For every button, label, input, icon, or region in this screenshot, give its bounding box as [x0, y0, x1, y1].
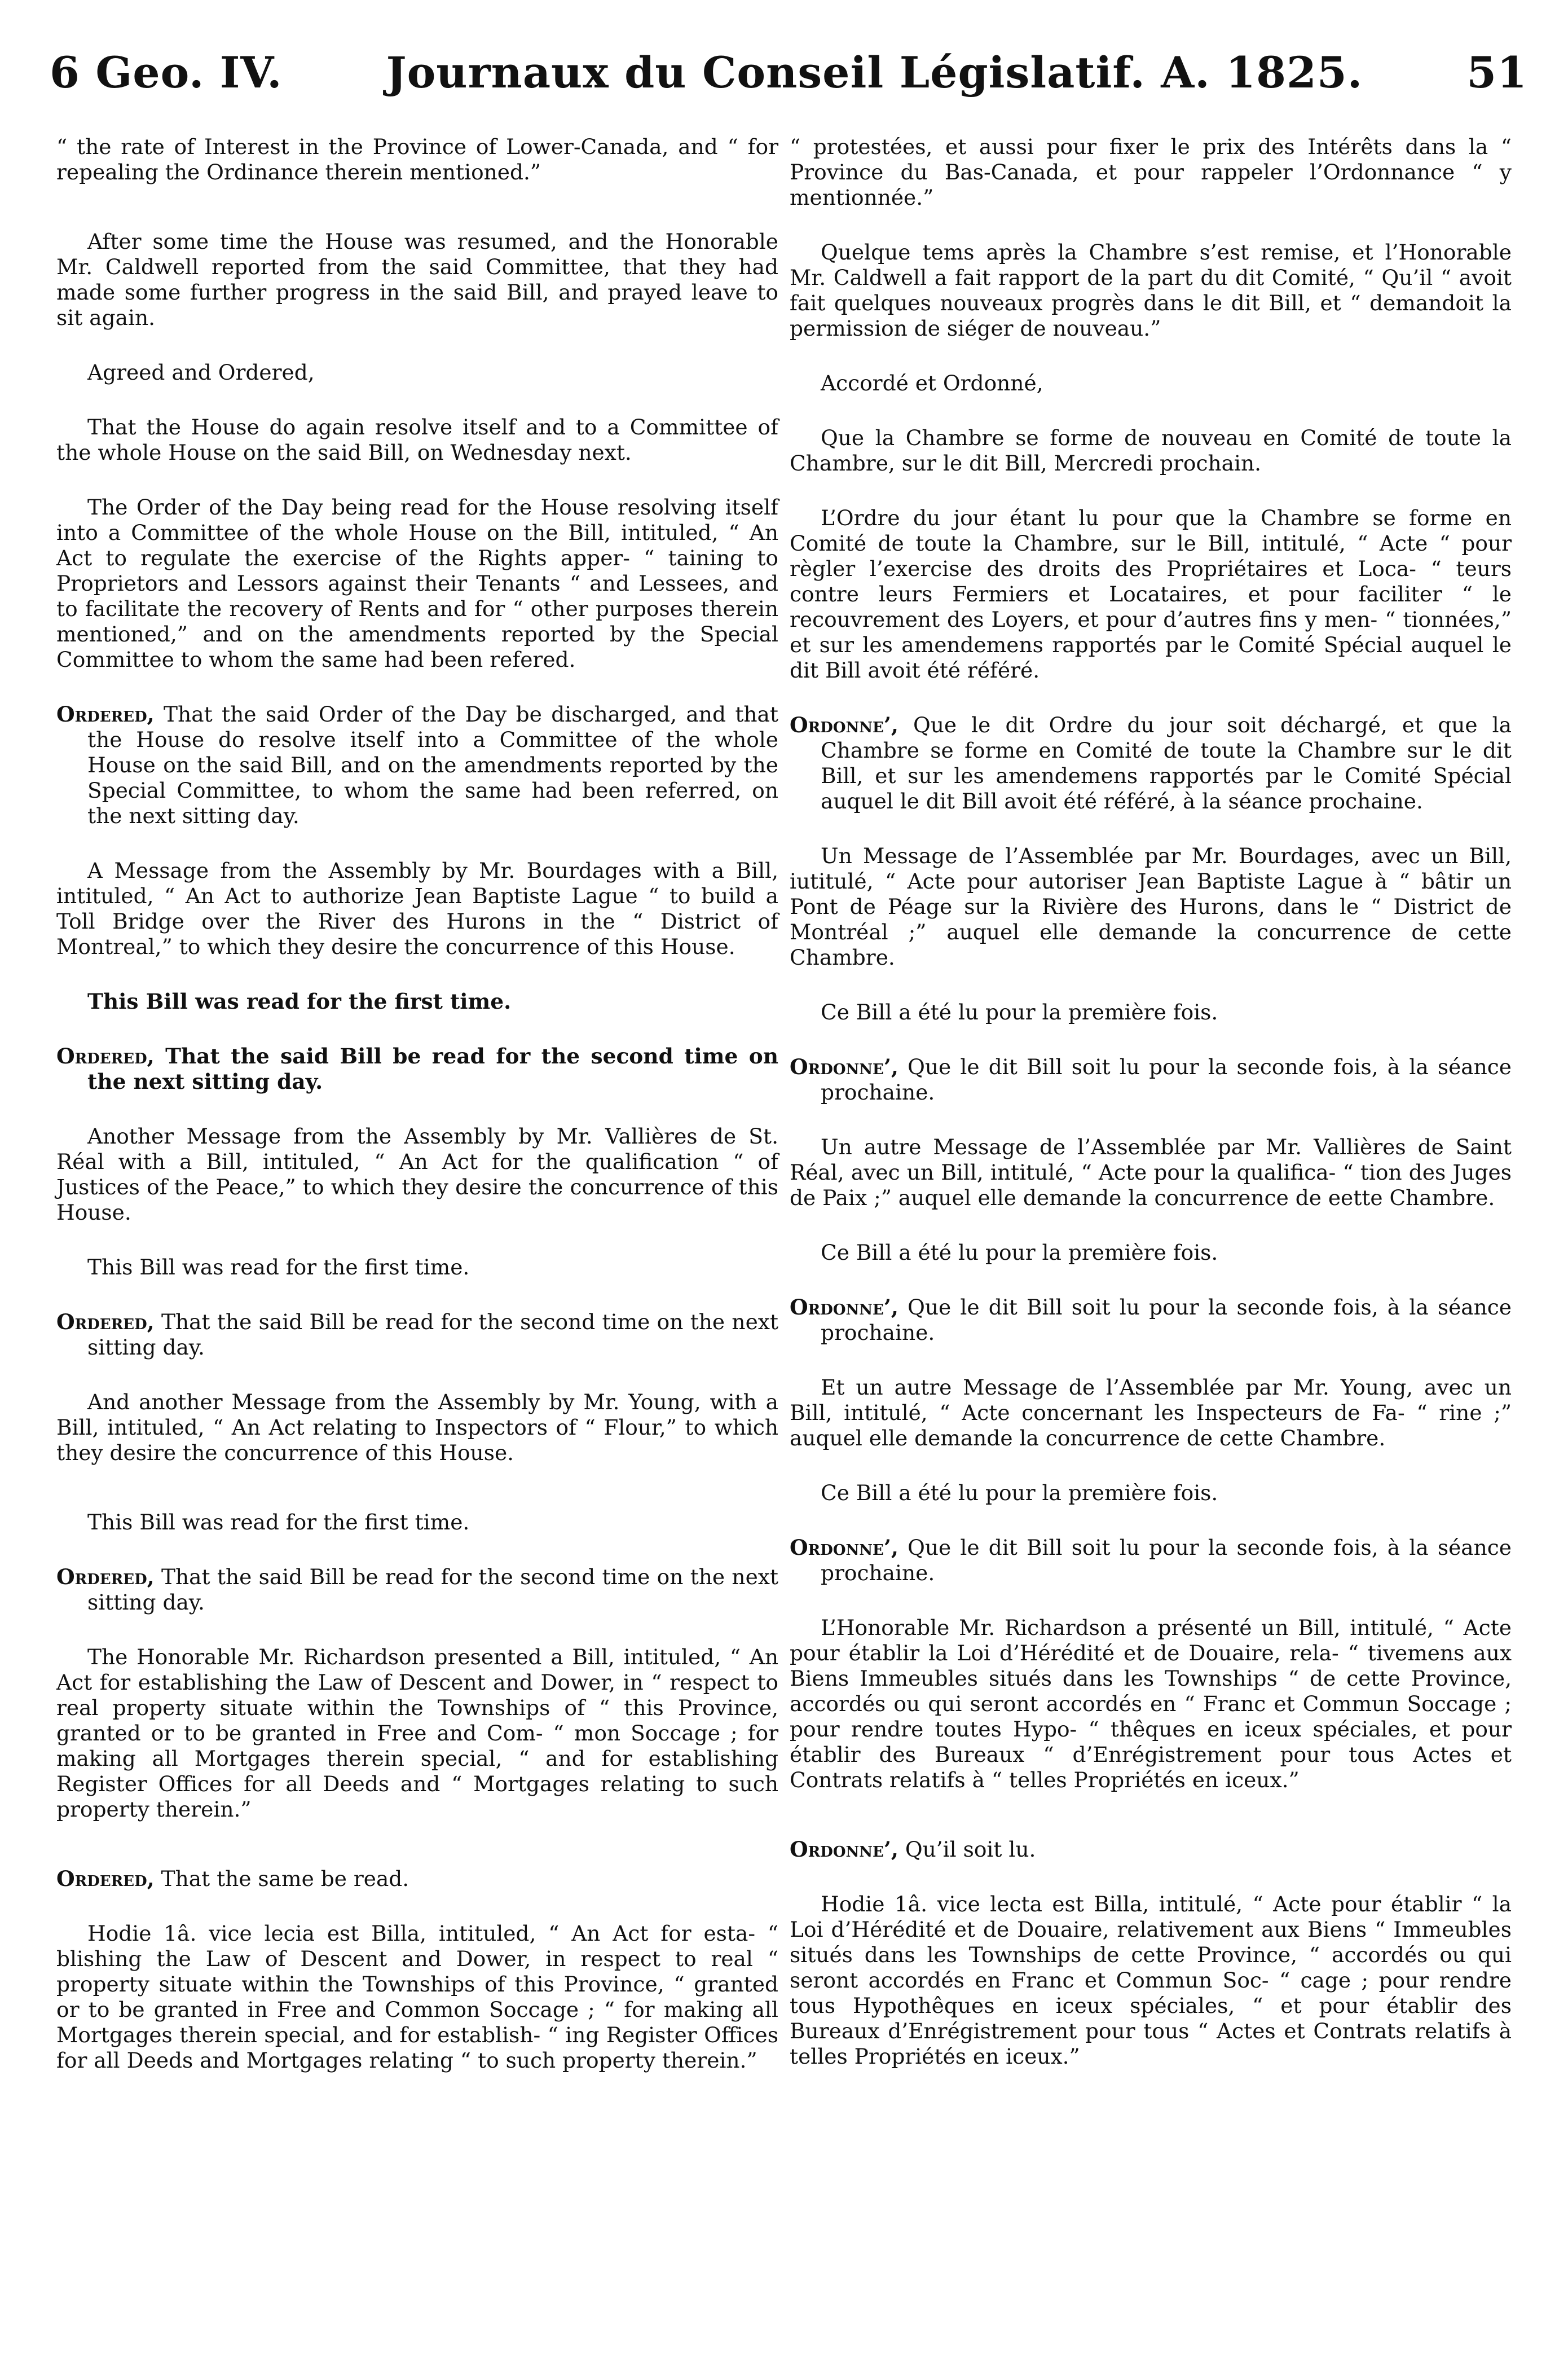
paragraph: Un Message de l’Assemblée par Mr. Bourdages, avec un Bill, iutitulé, “ Acte pour autoriser Jean Baptiste Lague à “ bâtir un Pont de Péage sur la Rivière des Hurons, dans le “ District de Montréal ;” auquel elle demande la concurrence de cette Chambre.	[790, 843, 1512, 970]
paragraph: Que la Chambre se forme de nouveau en Comité de toute la Chambre, sur le dit Bill, Mercredi prochain.	[790, 425, 1512, 476]
paragraph: Un autre Message de l’Assemblée par Mr. Vallières de Saint Réal, avec un Bill, intitulé, “ Acte pour la qualifica- “ tion des Juges de Paix ;” auquel elle demande la concurrence de eette Chambre.	[790, 1135, 1512, 1210]
paragraph: The Honorable Mr. Richardson presented a Bill, intituled, “ An Act for establishing the Law of Descent and Dower, in “ respect to real property situate within the Townships of “ this Province, granted or to be granted in Free and Com- “ mon Soccage ; for making all Mortgages therein special, “ and for establishing Register Offices for all Deeds and “ Mortgages relating to such property therein.”	[56, 1645, 778, 1822]
paragraph: Hodie 1â. vice lecta est Billa, intitulé, “ Acte pour établir “ la Loi d’Hérédité et de Douaire, relativement aux Biens “ Immeubles situés dans les Townships de cette Province, “ accordés ou qui seront accordés en Franc et Commun Soc- “ cage ; pour rendre tous Hypothêques en iceux spéciales, “ et pour établir des Bureaux d’Enrégistrement pour tous “ Actes et Contrats relatifs à telles Propriétés en iceux.”	[790, 1892, 1512, 2069]
order-paragraph: Ordonne’, Qu’il soit lu.	[790, 1837, 1036, 1862]
paragraph: Accordé et Ordonné,	[821, 371, 1043, 395]
first-reading: This Bill was read for the first time.	[87, 1255, 470, 1280]
first-reading: Ce Bill a été lu pour la première fois.	[821, 1240, 1218, 1265]
paragraph: Quelque tems après la Chambre s’est remise, et l’Honorable Mr. Caldwell a fait rapport de la part du dit Comité, “ Qu’il “ avoit fait quelques nouveaux progrès dans le dit Bill, et “ demandoit la permission de siéger de nouveau.”	[790, 240, 1512, 341]
order-paragraph: Ordered, That the same be read.	[56, 1866, 409, 1891]
paragraph: “ the rate of Interest in the Province of Lower-Canada, and “ for repealing the Ordinance therein mentioned.”	[56, 134, 778, 184]
order-paragraph: Ordonne’, Que le dit Ordre du jour soit déchargé, et que la Chambre se forme en Comité de toute la Chambre sur le dit Bill, et sur les amendemens rapportés par le Comité Spécial auquel le dit Bill avoit été référé, à la séance prochaine.	[790, 713, 1512, 814]
paragraph: The Order of the Day being read for the House resolving itself into a Committee of the whole House on the Bill, intituled, “ An Act to regulate the exercise of the Rights apper- “ taining to Proprietors and Lessors against their Tenants “ and Lessees, and to facilitate the recovery of Rents and for “ other purposes therein mentioned,” and on the amendments reported by the Special Committee to whom the same had been refered.	[56, 495, 778, 672]
paragraph: Agreed and Ordered,	[87, 360, 315, 385]
paragraph: And another Message from the Assembly by Mr. Young, with a Bill, intituled, “ An Act relating to Inspectors of “ Flour,” to which they desire the concurrence of this House.	[56, 1390, 778, 1465]
first-reading: Ce Bill a été lu pour la première fois.	[821, 1480, 1218, 1505]
paragraph: Hodie 1â. vice lecia est Billa, intituled, “ An Act for esta- “ blishing the Law of Descent and Dower, in respect to real “ property situate within the Townships of this Province, “ granted or to be granted in Free and Common Soccage ; “ for making all Mortgages therein special, and for establish- “ ing Register Offices for all Deeds and Mortgages relating “ to such property therein.”	[56, 1921, 778, 2073]
paragraph: Another Message from the Assembly by Mr. Vallières de St. Réal with a Bill, intituled, “ An Act for the qualification “ of Justices of the Peace,” to which they desire the concurrence of this House.	[56, 1124, 778, 1225]
order-paragraph: Ordered, That the said Bill be read for the second time on the next sitting day.	[56, 1564, 778, 1615]
journal-title: Journaux du Conseil Législatif. A. 1825.	[386, 47, 1363, 98]
order-paragraph: Ordonne’, Que le dit Bill soit lu pour la seconde fois, à la séance prochaine.	[790, 1535, 1512, 1585]
paragraph: “ protestées, et aussi pour fixer le prix des Intérêts dans la “ Province du Bas-Canada, et pour rappeler l’Ordonnance “ y mentionnée.”	[790, 134, 1512, 210]
paragraph: A Message from the Assembly by Mr. Bourdages with a Bill, intituled, “ An Act to authorize Jean Baptiste Lague “ to build a Toll Bridge over the River des Hurons in the “ District of Montreal,” to which they desire the concurrence of this House.	[56, 858, 778, 959]
order-paragraph: Ordonne’, Que le dit Bill soit lu pour la seconde fois, à la séance prochaine.	[790, 1054, 1512, 1105]
french-column	[790, 134, 1512, 2069]
paragraph: After some time the House was resumed, and the Honorable Mr. Caldwell reported from the said Committee, that they had made some further progress in the said Bill, and prayed leave to sit again.	[56, 229, 778, 330]
order-paragraph: Ordered, That the said Bill be read for the second time on the next sitting day.	[56, 1044, 778, 1094]
order-paragraph: Ordered, That the said Bill be read for the second time on the next sitting day.	[56, 1309, 778, 1360]
regnal-year: 6 Geo. IV.	[50, 47, 283, 98]
first-reading: Ce Bill a été lu pour la première fois.	[821, 1000, 1218, 1025]
order-paragraph: Ordered, That the said Order of the Day be discharged, and that the House do resolve itself into a Committee of the whole House on the said Bill, and on the amendments reported by the Special Committee, to whom the same had been referred, on the next sitting day.	[56, 702, 778, 828]
english-column	[56, 134, 778, 2073]
order-paragraph: Ordonne’, Que le dit Bill soit lu pour la seconde fois, à la séance prochaine.	[790, 1295, 1512, 1345]
paragraph: Et un autre Message de l’Assemblée par Mr. Young, avec un Bill, intitulé, “ Acte concernant les Inspecteurs de Fa- “ rine ;” auquel elle demande la concurrence de cette Chambre.	[790, 1375, 1512, 1450]
page-header	[50, 47, 1527, 109]
paragraph: That the House do again resolve itself and to a Committee of the whole House on the said Bill, on Wednesday next.	[56, 415, 778, 465]
paragraph: L’Honorable Mr. Richardson a présenté un Bill, intitulé, “ Acte pour établir la Loi d’Hérédité et de Douaire, rela- “ tivemens aux Biens Immeubles situés dans les Townships “ de cette Province, accordés ou qui seront accordés en “ Franc et Commun Soccage ; pour rendre toutes Hypo- “ thêques en iceux spéciales, et pour établir des Bureaux “ d’Enrégistrement pour tous Actes et Contrats relatifs à “ telles Propriétés en iceux.”	[790, 1615, 1512, 1792]
first-reading: This Bill was read for the first time.	[87, 989, 512, 1014]
first-reading: This Bill was read for the first time.	[87, 1510, 470, 1535]
page-number: 51	[1466, 47, 1527, 98]
paragraph: L’Ordre du jour étant lu pour que la Chambre se forme en Comité de toute la Chambre, sur le Bill, intitulé, “ Acte “ pour règler l’exercise des droits des Propriétaires et Loca- “ teurs contre leurs Fermiers et Locataires, et pour faciliter “ le recouvrement des Loyers, et pour d’autres fins y men- “ tionnées,” et sur les amendemens rapportés par le Comité Spécial auquel le dit Bill avoit été référé.	[790, 505, 1512, 683]
